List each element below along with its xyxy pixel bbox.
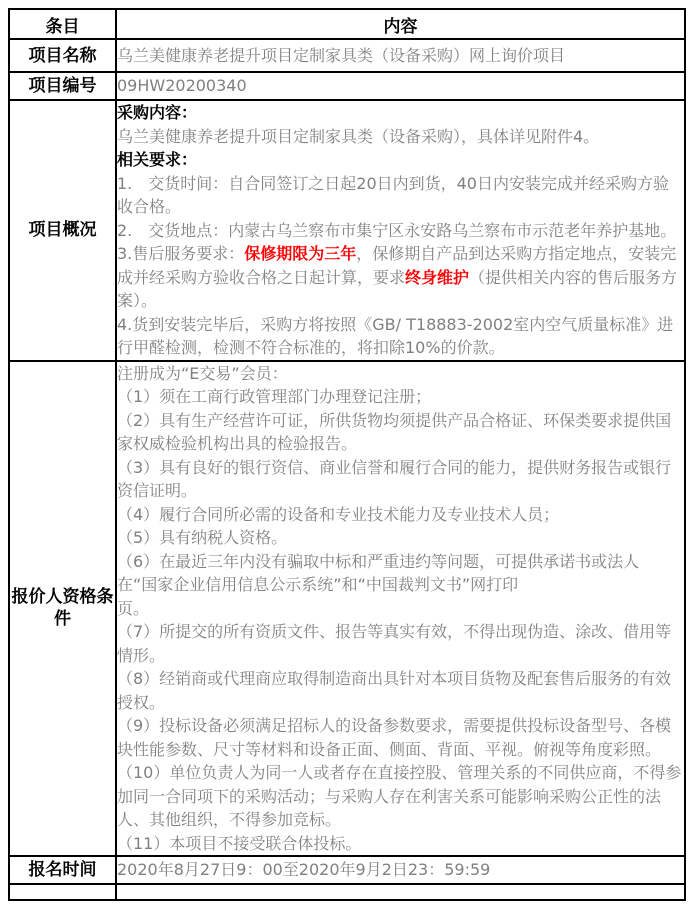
body-text: 乌兰美健康养老提升项目定制家具类（设备采购）网上询价项目 — [117, 45, 566, 65]
row-content-stub — [116, 884, 685, 900]
row-label-project-overview: 项目概况 — [9, 100, 116, 361]
row-content-project-name — [116, 39, 685, 72]
content-line — [117, 526, 684, 550]
body-text: 09HW20200340 — [117, 76, 247, 96]
content-line — [117, 242, 684, 313]
table-row-bidder-qualifications — [9, 361, 685, 857]
header-content-column: 内容 — [116, 9, 685, 39]
body-text: （8）经销商或代理商应取得制造商出具针对本项目货物及配套售后服务的有效授权。 — [117, 669, 672, 712]
row-content-project-overview — [116, 100, 685, 361]
content-line — [117, 832, 684, 856]
body-text: 在“国家企业信用信息公示系统”和“中国裁判文书”网打印 — [117, 575, 519, 594]
body-text: 2020年8月27日9：00至2020年9月2日23：59:59 — [117, 860, 491, 880]
content-line — [117, 74, 684, 98]
body-text: （6）在最近三年内没有骗取中标和严重违约等问题，可提供承诺书或法人 — [117, 551, 640, 571]
row-content-signup-time — [116, 856, 685, 884]
body-text: （9）投标设备必须满足招标人的设备参数要求，需要提供投标设备型号、各模块性能参数、尺寸等材料和设备正面、侧面、背面、平视。俯视等角度彩照。 — [117, 716, 672, 759]
body-text: 注册成为“E交易”会员： — [117, 363, 288, 383]
content-line — [117, 620, 684, 667]
row-label-bidder-qualifications: 报价人资格条件 — [9, 361, 116, 857]
body-text: 3.售后服务要求： — [117, 244, 245, 263]
content-line — [117, 858, 684, 882]
body-text: 页。 — [117, 598, 150, 618]
content-line — [117, 362, 684, 386]
body-text: （4）履行合同所必需的设备和专业技术能力及专业技术人员； — [117, 504, 560, 524]
table-row-signup-time — [9, 856, 685, 884]
body-text: （10）单位负责人为同一人或者存在直接控股、管理关系的不同供应商，不得参加同一合同项下的采购活动；与采购人存在利害关系可能影响采购公正性的法人、其他组织，不得参加竞标。 — [117, 763, 682, 829]
content-line — [117, 550, 684, 574]
section-heading-text: 采购内容： — [117, 103, 198, 122]
content-line — [117, 313, 684, 360]
content-line — [117, 573, 684, 597]
content-line — [117, 148, 684, 172]
content-line — [117, 172, 684, 219]
table-row-project-name — [9, 39, 685, 72]
highlighted-text: 保修期限为三年 — [244, 244, 357, 263]
content-line — [117, 219, 684, 243]
content-line — [117, 409, 684, 456]
body-text: （11）本项目不接受联合体投标。 — [117, 833, 362, 853]
table-row-project-overview — [9, 100, 685, 361]
notice-table — [8, 8, 686, 901]
content-line — [117, 667, 684, 714]
body-text: 1. 交货时间：自合同签订之日起20日内到货，40日内安装完成并经采购方验收合格。 — [117, 173, 669, 216]
table-row-stub — [9, 884, 685, 900]
content-line — [117, 714, 684, 761]
content-line — [117, 761, 684, 832]
header-item-column: 条目 — [9, 9, 116, 39]
content-line — [117, 503, 684, 527]
row-label-signup-time: 报名时间 — [9, 856, 116, 884]
body-text: 2. 交货地点：内蒙古乌兰察布市集宁区永安路乌兰察布市示范老年养护基地。 — [117, 220, 677, 240]
body-text: 4.货到安装完毕后，采购方将按照《GB/ T18883-2002室内空气质量标准》进行甲醛检测，检测不符合标准的，将扣除10%的价款。 — [117, 314, 674, 357]
body-text: （1）须在工商行政管理部门办理登记注册； — [117, 387, 432, 406]
content-line — [117, 385, 684, 409]
row-content-project-code — [116, 72, 685, 100]
row-label-project-name: 项目名称 — [9, 39, 116, 72]
content-line — [117, 125, 684, 149]
body-text: （3）具有良好的银行资信、商业信誉和履行合同的能力，提供财务报告或银行资信证明。 — [117, 457, 672, 500]
table-row-project-code — [9, 72, 685, 100]
content-line — [117, 44, 684, 68]
section-heading-text: 相关要求： — [117, 150, 198, 169]
body-text: （提供相关内容的售后服务方案）。 — [117, 267, 678, 310]
header-row — [9, 9, 685, 39]
body-text: ，保修期自产品到达采购方指定地点，安装完成并经采购方验收合格之日起计算，要求 — [117, 244, 677, 287]
content-line — [117, 101, 684, 125]
body-text: （2）具有生产经营许可证，所供货物均须提供产品合格证、环保类要求提供国家权威检验机构出具的检验报告。 — [117, 410, 672, 453]
highlighted-text: 终身维护 — [405, 267, 470, 287]
table-body — [9, 39, 685, 900]
body-text: 乌兰美健康养老提升项目定制家具类（设备采购），具体详见附件4。 — [117, 126, 600, 146]
row-label-stub — [9, 884, 116, 900]
row-content-bidder-qualifications — [116, 361, 685, 857]
body-text: （5）具有纳税人资格。 — [117, 528, 288, 547]
body-text: （7）所提交的所有资质文件、报告等真实有效，不得出现伪造、涂改、借用等情形。 — [117, 622, 672, 665]
row-label-project-code: 项目编号 — [9, 72, 116, 100]
content-line — [117, 456, 684, 503]
content-line — [117, 597, 684, 621]
